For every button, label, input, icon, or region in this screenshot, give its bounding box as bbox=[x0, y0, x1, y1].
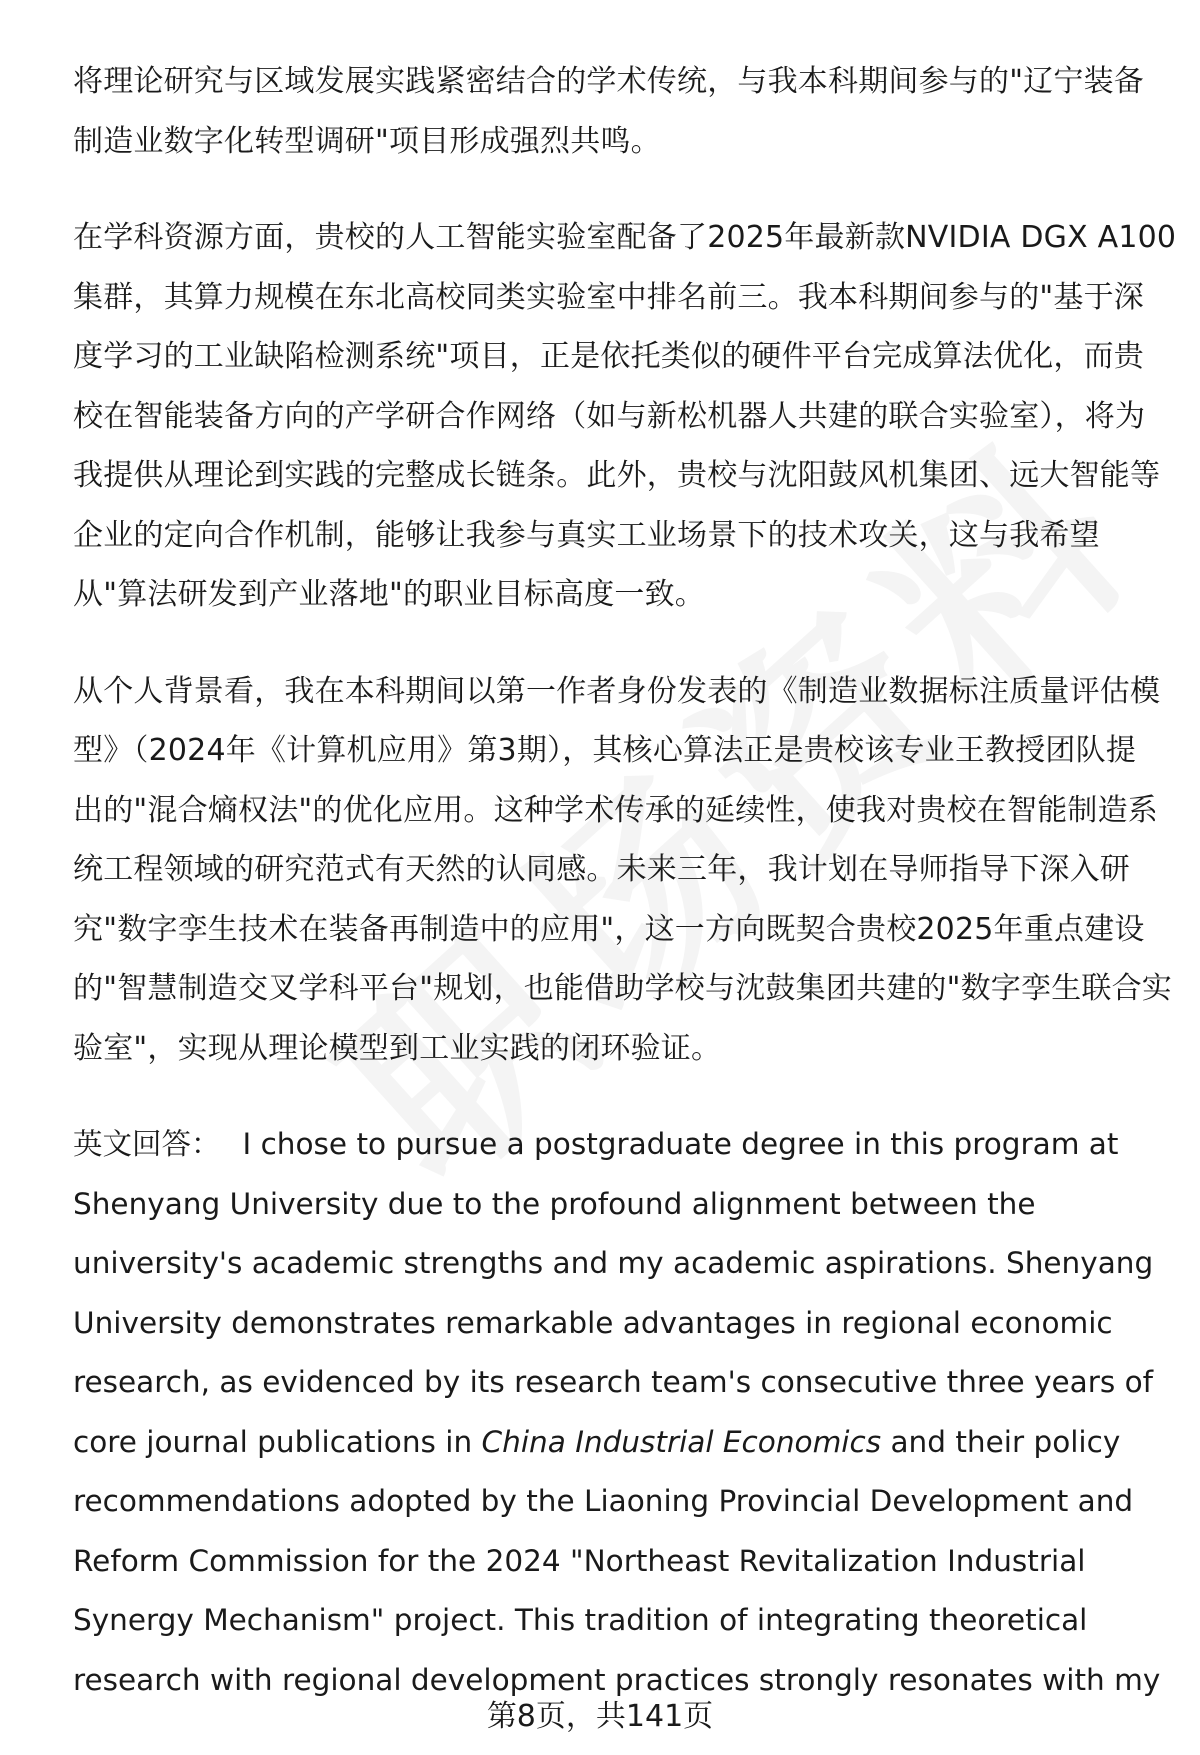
text-line: 在学科资源方面，贵校的人工智能实验室配备了2025年最新款NVIDIA DGX A100 bbox=[73, 220, 1177, 255]
text-line: university's academic strengths and my academic aspirations. Shenyang bbox=[73, 1246, 1154, 1280]
text-line: 从个人背景看，我在本科期间以第一作者身份发表的《制造业数据标注质量评估模 bbox=[73, 673, 1161, 709]
text-line: 统工程领域的研究范式有天然的认同感。未来三年，我计划在导师指导下深入研 bbox=[73, 852, 1130, 887]
text-line: research, as evidenced by its research team's consecutive three years of bbox=[73, 1365, 1154, 1399]
text-line: 集群，其算力规模在东北高校同类实验室中排名前三。我本科期间参与的"基于深 bbox=[73, 279, 1144, 315]
text-line: 企业的定向合作机制，能够让我参与真实工业场景下的技术攻关，这与我希望 bbox=[73, 517, 1100, 553]
document-body bbox=[73, 52, 1177, 1710]
text-line: 制造业数字化转型调研"项目形成强烈共鸣。 bbox=[73, 123, 661, 159]
text-line: recommendations adopted by the Liaoning Provincial Development and bbox=[73, 1484, 1134, 1518]
text-line: research with regional development practices strongly resonates with my bbox=[73, 1662, 1161, 1697]
journal-title: China Industrial Economics bbox=[481, 1424, 882, 1459]
text-line: 型》（2024年《计算机应用》第3期），其核心算法正是贵校该专业王教授团队提 bbox=[73, 733, 1137, 768]
paragraph-academic-tradition bbox=[73, 52, 1163, 171]
paragraph-resources bbox=[73, 208, 1177, 625]
text-line: 究"数字孪生技术在装备再制造中的应用"，这一方向既契合贵校2025年重点建设 bbox=[73, 911, 1145, 947]
text-segment: and their policy bbox=[881, 1424, 1121, 1459]
text-line: 度学习的工业缺陷检测系统"项目，正是依托类似的硬件平台完成算法优化，而贵 bbox=[73, 339, 1144, 374]
text-line: 从"算法研发到产业落地"的职业目标高度一致。 bbox=[73, 577, 705, 612]
text-line: 我提供从理论到实践的完整成长链条。此外，贵校与沈阳鼓风机集团、远大智能等 bbox=[73, 458, 1161, 493]
paragraph-english-answer bbox=[73, 1115, 1163, 1710]
text-line bbox=[73, 1413, 1163, 1473]
text-segment: I chose to pursue a postgraduate degree in this program at bbox=[242, 1127, 1119, 1161]
text-line: 验室"，实现从理论模型到工业实践的闭环验证。 bbox=[73, 1030, 722, 1066]
english-answer-label: 英文回答： bbox=[73, 1127, 221, 1161]
text-line: 出的"混合熵权法"的优化应用。这种学术传承的延续性，使我对贵校在智能制造系 bbox=[73, 792, 1158, 828]
page-number-footer: 第8页，共141页 bbox=[486, 1699, 714, 1734]
text-line: Reform Commission for the 2024 "Northeast Revitalization Industrial bbox=[73, 1543, 1086, 1578]
text-line bbox=[73, 1115, 1163, 1175]
text-line: 校在智能装备方向的产学研合作网络（如与新松机器人共建的联合实验室），将为 bbox=[73, 398, 1146, 434]
text-line: Synergy Mechanism" project. This tradition of integrating theoretical bbox=[73, 1603, 1088, 1637]
paragraph-personal-background bbox=[73, 662, 1172, 1079]
text-line: Shenyang University due to the profound alignment between the bbox=[73, 1186, 1036, 1221]
text-line: 的"智慧制造交叉学科平台"规划，也能借助学校与沈鼓集团共建的"数字孪生联合实 bbox=[73, 971, 1172, 1006]
text-segment: core journal publications in bbox=[73, 1424, 482, 1459]
text-line: University demonstrates remarkable advantages in regional economic bbox=[73, 1305, 1113, 1340]
text-line: 将理论研究与区域发展实践紧密结合的学术传统，与我本科期间参与的"辽宁装备 bbox=[73, 64, 1144, 99]
